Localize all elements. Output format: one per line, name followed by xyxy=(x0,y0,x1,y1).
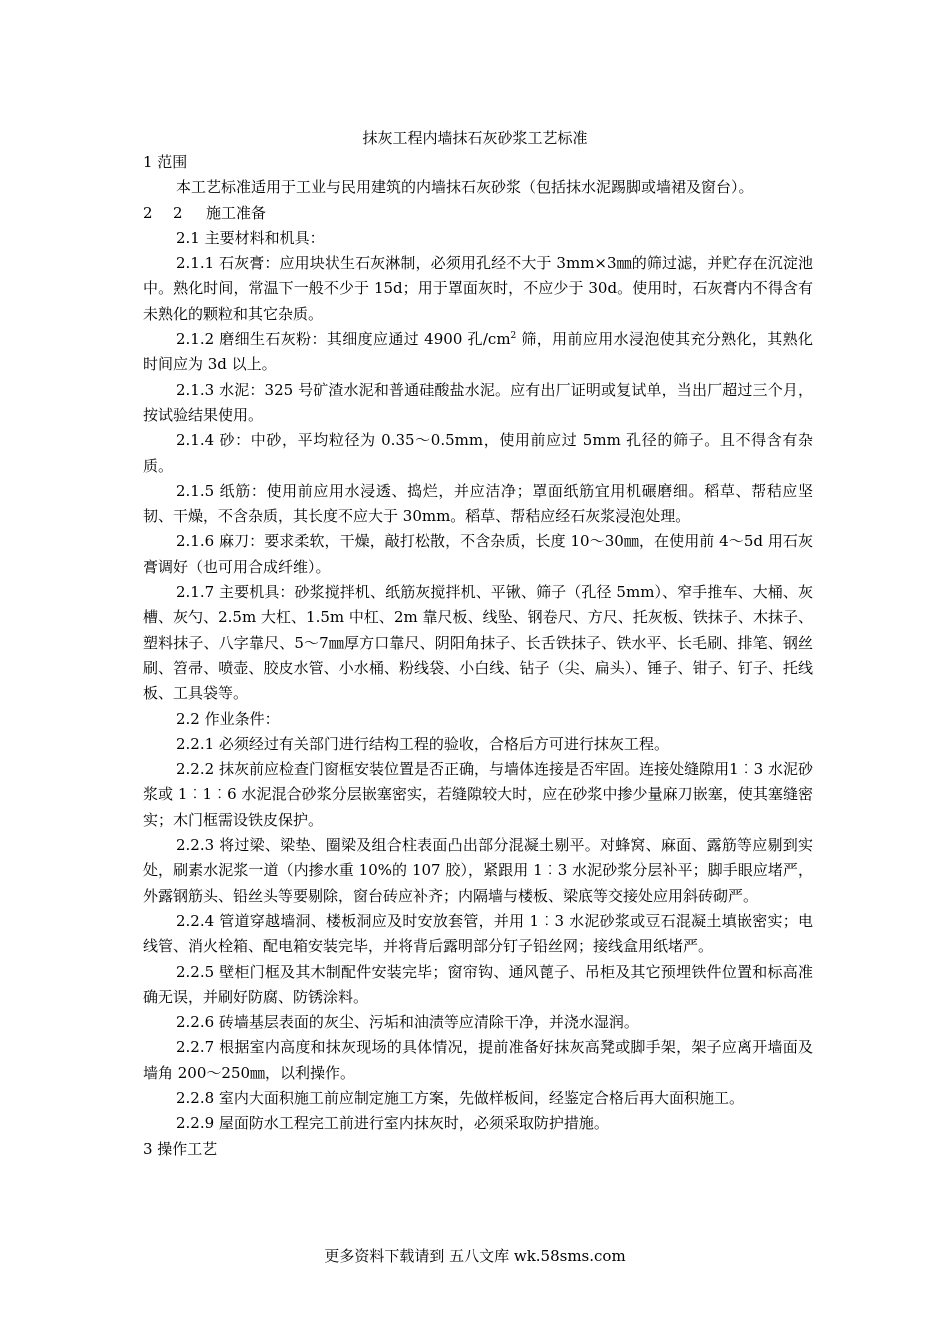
document-title: 抹灰工程内墙抹石灰砂浆工艺标准 xyxy=(362,129,588,147)
section-number: 2 xyxy=(143,203,153,222)
paragraph-2-2-5: 2.2.5 壁柜门框及其木制配件安装完毕；窗帘钩、通风蓖子、吊柜及其它预埋铁件位置和标高准确无误，并刷好防腐、防锈涂料。 xyxy=(143,962,813,1006)
paragraph-2-2-8: 2.2.8 室内大面积施工前应制定施工方案，先做样板间，经鉴定合格后再大面积施工。 xyxy=(176,1088,744,1107)
section-heading-1: 1 范围 xyxy=(143,153,188,171)
section-heading-3: 3 操作工艺 xyxy=(143,1139,218,1158)
paragraph-scope: 本工艺标准适用于工业与民用建筑的内墙抹石灰砂浆（包括抹水泥踢脚或墙裙及窗台）。 xyxy=(176,178,754,197)
paragraph-2-1-6: 2.1.6 麻刀：要求柔软，干燥，敲打松散，不含杂质，长度 10～30㎜，在使用前 4～5d 用石灰膏调好（也可用合成纤维）。 xyxy=(143,532,813,576)
superscript: 2 xyxy=(510,331,517,342)
paragraph-2-2-3: 2.2.3 将过梁、梁垫、圈梁及组合柱表面凸出部分混凝土剔平。对蜂窝、麻面、露筋等应剔到实处，刷素水泥浆一道（内掺水重 10%的 107 胶），紧跟用 1︰3 水泥砂浆分层补平；脚手眼应堵严，外露钢筋头、铅丝头等要剔除，窗台砖应补齐；内隔墙与楼板、梁底等交接处应用斜砖砌严。 xyxy=(143,836,813,905)
paragraph-2-1-2 xyxy=(143,327,813,378)
paragraph-2-1-4: 2.1.4 砂：中砂，平均粒径为 0.35～0.5mm，使用前应过 5mm 孔径的筛子。且不得含有杂质。 xyxy=(143,431,813,475)
paragraph-2-1-3: 2.1.3 水泥：325 号矿渣水泥和普通硅酸盐水泥。应有出厂证明或复试单，当出厂超过三个月，按试验结果使用。 xyxy=(143,380,813,424)
paragraph-2-2-9: 2.2.9 屋面防水工程完工前进行室内抹灰时，必须采取防护措施。 xyxy=(176,1114,609,1133)
paragraph-2-1-5: 2.1.5 纸筋：使用前应用水浸透、捣烂，并应洁净；罩面纸筋宜用机碾磨细。稻草、帮秸应坚韧、干燥，不含杂质，其长度不应大于 30mm。稻草、帮秸应经石灰浆浸泡处理。 xyxy=(143,481,813,526)
paragraph-2-2-1: 2.2.1 必须经过有关部门进行结构工程的验收，合格后方可进行抹灰工程。 xyxy=(176,734,669,753)
section-title: 施工准备 xyxy=(206,203,267,222)
document-body xyxy=(143,150,813,1162)
paragraph-2-2-7: 2.2.7 根据室内高度和抹灰现场的具体情况，提前准备好抹灰高凳或脚手架，架子应离开墙面及墙角 200～250㎜，以利操作。 xyxy=(143,1038,813,1082)
paragraph-2-1-2-part-a: 2.1.2 磨细生石灰粉：其细度应通过 4900 孔/cm xyxy=(176,330,511,349)
page-footer: 更多资料下载请到 五八文库 wk.58sms.com xyxy=(324,1247,626,1265)
paragraph-2-2-2: 2.2.2 抹灰前应检查门窗框安装位置是否正确，与墙体连接是否牢固。连接处缝隙用1︰3 水泥砂浆或 1︰1︰6 水泥混合砂浆分层嵌塞密实，若缝隙较大时，应在砂浆中掺少量麻刀嵌塞，使其塞缝密实；木门框需设铁皮保护。 xyxy=(143,760,813,829)
paragraph-2-2-6: 2.2.6 砖墙基层表面的灰尘、污垢和油渍等应清除干净，并浇水湿润。 xyxy=(176,1013,639,1032)
paragraph-2-1-7: 2.1.7 主要机具：砂浆搅拌机、纸筋灰搅拌机、平锹、筛子（孔径 5mm）、窄手推车、大桶、灰槽、灰勺、2.5m 大杠、1.5m 中杠、2m 靠尺板、线坠、钢卷尺、方尺、托灰板、铁抹子、木抹子、塑料抹子、八字靠尺、5～7㎜厚方口靠尺、阴阳角抹子、长舌铁抹子、铁水平、长毛刷、排笔、钢丝刷、笤帚、喷壶、胶皮水管、小水桶、粉线袋、小白线、钻子（尖、扁头）、锤子、钳子、钉子、托线板、工具袋等。 xyxy=(143,583,813,703)
paragraph-2-1-1: 2.1.1 石灰膏：应用块状生石灰淋制，必须用孔经不大于 3mm×3㎜的筛过滤，并贮存在沉淀池中。熟化时间，常温下一般不少于 15d；用于罩面灰时，不应少于 30d。使用时，石灰膏内不得含有未熟化的颗粒和其它杂质。 xyxy=(143,254,813,323)
section-heading-2 xyxy=(143,201,813,226)
subsection-heading-2-1: 2.1 主要材料和机具： xyxy=(176,228,325,247)
subsection-heading-2-2: 2.2 作业条件： xyxy=(176,709,280,728)
paragraph-2-1-2-part-b: 筛，用前应用水浸泡使其充分熟化，其熟化时间应为 3d 以上。 xyxy=(143,330,813,374)
paragraph-2-2-4: 2.2.4 管道穿越墙洞、楼板洞应及时安放套管，并用 1︰3 水泥砂浆或豆石混凝土填嵌密实；电线管、消火栓箱、配电箱安装完毕，并将背后露明部分钉子铅丝网；接线盒用纸堵严。 xyxy=(143,911,813,956)
section-number-repeat: 2 xyxy=(173,203,183,222)
